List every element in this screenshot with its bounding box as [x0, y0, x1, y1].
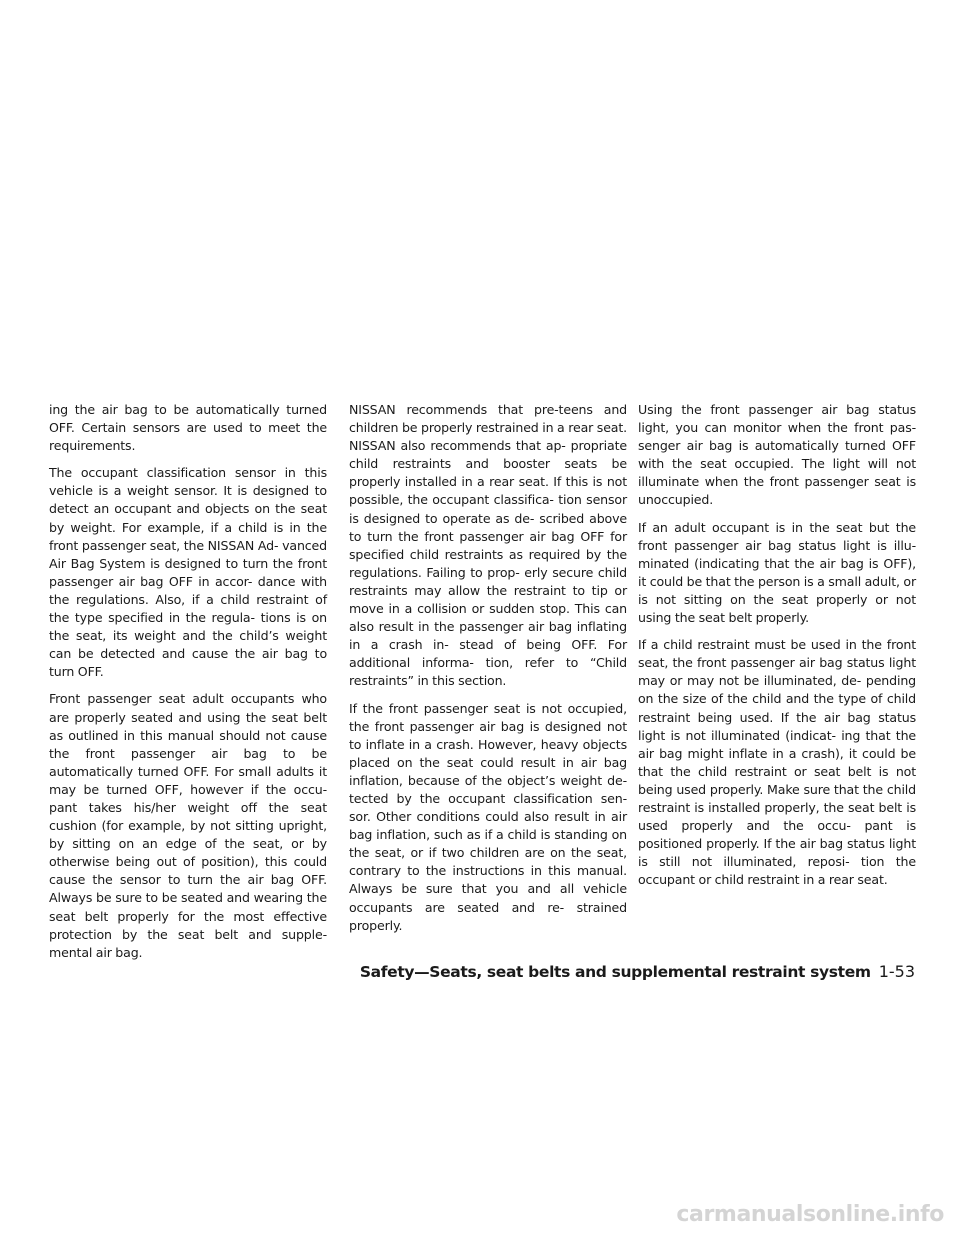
column-1: [49, 401, 327, 971]
page-footer: [360, 962, 915, 981]
paragraph: If the front passenger seat is not occupied, the front passenger air bag is designed not to inflate in a crash. However, heavy objects placed on the seat could result in air bag inflation, because of the object’s weight de- tected by the occupant classification sen- sor. Other conditions could also result in air bag inflation, such as if a child is standing on the seat, or if two children are on the seat, contrary to the instructions in this manual. Always be sure that you and all vehicle occupants are seated and re- strained properly.: [349, 700, 627, 933]
paragraph: Using the front passenger air bag status light, you can monitor when the front pas- senger air bag is automatically turned OFF with the seat occupied. The light will not illuminate when the front passenger seat is unoccupied.: [638, 402, 916, 508]
paragraph: Front passenger seat adult occupants who are properly seated and using the seat belt as outlined in this manual should not cause the front passenger air bag to be automatically turned OFF. For small adults it may be turned OFF, however if the occu- pant takes his/her weight off the seat cushion (for example, by not sitting upright, by sitting on an edge of the seat, or by otherwise being out of position), this could cause the sensor to turn the air bag OFF. Always be sure to be seated and wearing the seat belt properly for the most effective protection by the seat belt and supple- mental air bag.: [49, 691, 327, 960]
paragraph: If an adult occupant is in the seat but the front passenger air bag status light is illu- minated (indicating that the air bag is OFF), it could be that the person is a small adult, or is not sitting on the seat properly or not using the seat belt properly.: [638, 519, 916, 626]
paragraph: The occupant classification sensor in this vehicle is a weight sensor. It is designed to detect an occupant and objects on the seat by weight. For example, if a child is in the front passenger seat, the NISSAN Ad- vanced Air Bag System is designed to turn the front passenger air bag OFF in accor- dance with the regulations. Also, if a child restraint of the type specified in the regula- tions is on the seat, its weight and the child’s weight can be detected and cause the air bag to turn OFF.: [49, 465, 327, 680]
paragraph: If a child restraint must be used in the front seat, the front passenger air bag status light may or may not be illuminated, de- pending on the size of the child and the type of child restraint being used. If the air bag status light is not illuminated (indicat- ing that the air bag might inflate in a crash), it could be that the child restraint or seat belt is not being used properly. Make sure that the child restraint is installed properly, the seat belt is used properly and the occu- pant is positioned properly. If the air bag status light is still not illuminated, reposi- tion the occupant or child restraint in a rear seat.: [638, 637, 916, 888]
column-3: [638, 401, 916, 898]
paragraph: ing the air bag to be automatically turned OFF. Certain sensors are used to meet the requirements.: [49, 402, 327, 454]
watermark-text: carmanualsonline.info: [676, 1202, 944, 1227]
footer-section-title: Safety—Seats, seat belts and supplemental restraint system: [359, 963, 871, 981]
paragraph: NISSAN recommends that pre-teens and children be properly restrained in a rear seat. NISSAN also recommends that ap- propriate child restraints and booster seats be properly installed in a rear seat. If this is not possible, the occupant classifica- tion sensor is designed to operate as de- scribed above to turn the front passenger air bag OFF for specified child restraints as required by the regulations. Failing to prop- erly secure child restraints may allow the restraint to tip or move in a collision or sudden stop. This can also result in the passenger air bag inflating in a crash in- stead of being OFF. For additional informa- tion, refer to “Child restraints” in this section.: [349, 402, 627, 689]
page-number: 1-53: [878, 962, 915, 981]
column-2: [349, 401, 627, 944]
